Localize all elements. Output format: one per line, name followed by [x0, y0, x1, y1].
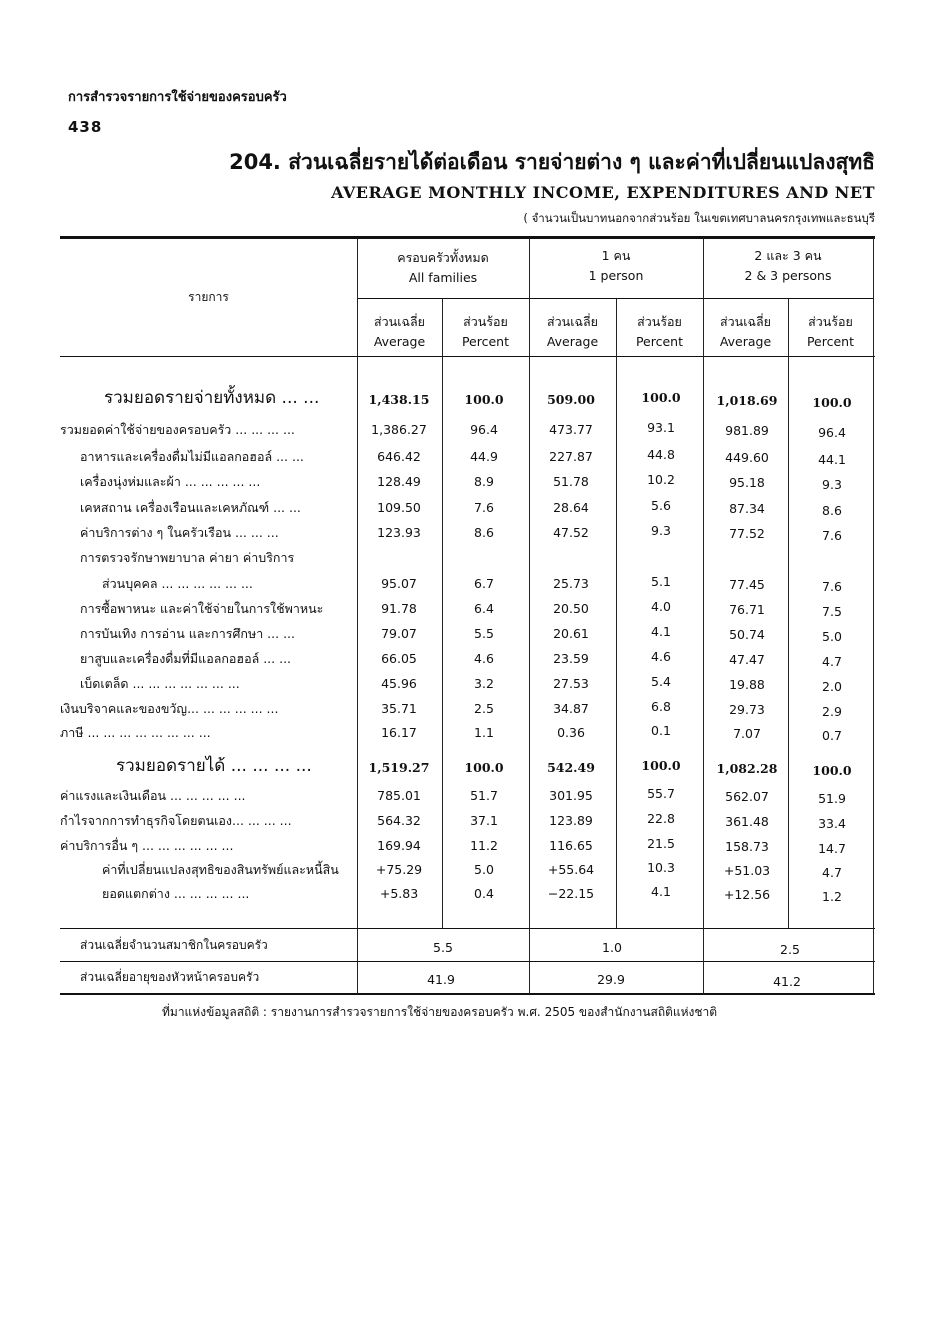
sub-header-english: Percent	[635, 334, 684, 349]
percent-cell: 44.9	[470, 449, 498, 464]
percent-cell: 6.4	[474, 601, 494, 616]
percent-cell: 4.0	[651, 599, 671, 614]
average-cell: 34.87	[553, 701, 589, 716]
table-row	[0, 390, 941, 412]
table-row	[0, 599, 941, 621]
row-label: ค่าแรงและเงินเดือน ... ... ... ... ...	[60, 788, 246, 803]
average-cell: 50.74	[729, 627, 765, 642]
percent-cell: 22.8	[647, 811, 675, 826]
percent-cell: 4.1	[651, 884, 671, 899]
percent-cell: 1.2	[822, 889, 842, 904]
header-bottom-rule	[60, 356, 875, 357]
row-label: ค่าบริการอื่น ๆ ... ... ... ... ... ...	[60, 838, 234, 853]
row-label: การตรวจรักษาพยาบาล ค่ายา ค่าบริการ	[80, 550, 295, 565]
row-label: กำไรจากการทำธุรกิจโดยตนเอง... ... ... ...	[60, 813, 292, 828]
row-label: รวมยอดค่าใช้จ่ายของครอบครัว ... ... ... ...	[60, 422, 295, 437]
row-label: อาหารและเครื่องดื่มไม่มีแอลกอฮอล์ ... ...	[80, 449, 304, 464]
percent-cell: 0.7	[822, 728, 842, 743]
row-label: ยาสูบและเครื่องดื่มที่มีแอลกอฮอล์ ... ...	[80, 651, 292, 666]
table-row	[0, 786, 941, 808]
group-english: 2 & 3 persons	[744, 268, 832, 283]
percent-cell: 7.6	[822, 579, 842, 594]
average-cell: 51.78	[553, 474, 589, 489]
footer-value: 5.5	[433, 940, 453, 955]
footer-value: 29.9	[597, 972, 625, 987]
row-label: เครื่องนุ่งห่มและผ้า ... ... ... ... ...	[80, 474, 261, 489]
table-row	[0, 758, 941, 780]
sub-header-english: Percent	[806, 334, 855, 349]
sub-header-english: Average	[546, 334, 599, 349]
sub-header-thai: ส่วนร้อย	[808, 314, 853, 329]
footer-value: 1.0	[602, 940, 622, 955]
row-label: เบ็ดเตล็ด ... ... ... ... ... ... ...	[80, 676, 240, 691]
average-cell: 116.65	[549, 838, 593, 853]
table-row	[0, 447, 941, 469]
average-cell: 158.73	[725, 839, 769, 854]
percent-cell: 21.5	[647, 836, 675, 851]
sub-header	[616, 312, 703, 352]
percent-cell: 100.0	[641, 390, 681, 405]
average-cell: 91.78	[381, 601, 417, 616]
group-thai: 1 คน	[601, 248, 631, 263]
average-cell: 45.96	[381, 676, 417, 691]
footer-value: 2.5	[780, 942, 800, 957]
table-row	[0, 420, 941, 442]
item-header: รายการ	[188, 290, 229, 304]
average-cell: +12.56	[723, 887, 771, 902]
average-cell: 95.18	[729, 475, 765, 490]
average-cell: 76.71	[729, 602, 765, 617]
percent-cell: 7.6	[474, 500, 494, 515]
average-cell: 449.60	[725, 450, 769, 465]
average-cell: 128.49	[377, 474, 421, 489]
percent-cell: 6.8	[651, 699, 671, 714]
row-label: รวมยอดรายได้ ... ... ... ...	[116, 756, 312, 776]
percent-cell: 5.0	[822, 629, 842, 644]
table-row	[0, 811, 941, 833]
average-cell: 79.07	[381, 626, 417, 641]
average-cell: 361.48	[725, 814, 769, 829]
percent-cell: 100.0	[464, 760, 504, 775]
percent-cell: 2.5	[474, 701, 494, 716]
footer-value: 41.9	[427, 972, 455, 987]
sub-header-thai: ส่วนเฉลี่ย	[547, 314, 598, 329]
average-cell: 25.73	[553, 576, 589, 591]
unit-note: ( จำนวนเป็นบาทนอกจากส่วนร้อย ในเขตเทศบาลนครกรุงเทพและธนบุรี	[523, 211, 875, 225]
average-cell: 301.95	[549, 788, 593, 803]
group-thai: 2 และ 3 คน	[754, 248, 822, 263]
footer-value: 41.2	[773, 974, 801, 989]
row-label: เคหสถาน เครื่องเรือนและเคหภัณฑ์ ... ...	[80, 500, 301, 515]
table-row	[0, 548, 941, 570]
footer-label-members: ส่วนเฉลี่ยจำนวนสมาชิกในครอบครัว	[80, 938, 268, 952]
running-head: การสำรวจรายการใช้จ่ายของครอบครัว	[68, 90, 287, 105]
percent-cell: 10.3	[647, 860, 675, 875]
percent-cell: 100.0	[641, 758, 681, 773]
percent-cell: 8.6	[474, 525, 494, 540]
percent-cell: 93.1	[647, 420, 675, 435]
average-cell: 1,386.27	[371, 422, 427, 437]
average-cell: 29.73	[729, 702, 765, 717]
percent-cell: 11.2	[470, 838, 498, 853]
average-cell: 227.87	[549, 449, 593, 464]
average-cell: 20.61	[553, 626, 589, 641]
average-cell: 981.89	[725, 423, 769, 438]
average-cell: 1,082.28	[716, 761, 778, 776]
percent-cell: 37.1	[470, 813, 498, 828]
percent-cell: 7.5	[822, 604, 842, 619]
average-cell: 564.32	[377, 813, 421, 828]
table-row	[0, 699, 941, 721]
percent-cell: 8.6	[822, 503, 842, 518]
average-cell: 66.05	[381, 651, 417, 666]
table-title-thai: 204. ส่วนเฉลี่ยรายได้ต่อเดือน รายจ่ายต่าง ๆ และค่าที่เปลี่ยนแปลงสุทธิ	[229, 150, 875, 174]
percent-cell: 96.4	[818, 425, 846, 440]
average-cell: 87.34	[729, 501, 765, 516]
table-row	[0, 836, 941, 858]
average-cell: 0.36	[557, 725, 585, 740]
average-cell: 1,018.69	[716, 393, 778, 408]
percent-cell: 4.7	[822, 865, 842, 880]
percent-cell: 100.0	[464, 392, 504, 407]
average-cell: 169.94	[377, 838, 421, 853]
table-row	[0, 574, 941, 596]
table-row	[0, 624, 941, 646]
percent-cell: 96.4	[470, 422, 498, 437]
source-note: ที่มาแห่งข้อมูลสถิติ : รายงานการสำรวจรายการใช้จ่ายของครอบครัว พ.ศ. 2505 ของสำนักงานสถิติแห่งชาติ	[162, 1005, 718, 1019]
percent-cell: 44.1	[818, 452, 846, 467]
sub-header-english: Average	[719, 334, 772, 349]
row-label: ค่าที่เปลี่ยนแปลงสุทธิของสินทรัพย์และหนี้สิน	[102, 862, 339, 877]
percent-cell: 2.9	[822, 704, 842, 719]
table-title-english: AVERAGE MONTHLY INCOME, EXPENDITURES AND NET	[331, 183, 875, 202]
row-label: การบันเทิง การอ่าน และการศึกษา ... ...	[80, 626, 295, 641]
group-rule	[357, 298, 873, 299]
average-cell: 20.50	[553, 601, 589, 616]
table-row	[0, 472, 941, 494]
percent-cell: 4.1	[651, 624, 671, 639]
footer-label-head-age: ส่วนเฉลี่ยอายุของหัวหน้าครอบครัว	[80, 970, 260, 984]
sub-header-thai: ส่วนร้อย	[463, 314, 508, 329]
percent-cell: 10.2	[647, 472, 675, 487]
average-cell: 509.00	[547, 392, 595, 407]
percent-cell: 3.2	[474, 676, 494, 691]
table-row	[0, 860, 941, 882]
row-label: ภาษี ... ... ... ... ... ... ... ...	[60, 725, 211, 740]
average-cell: 109.50	[377, 500, 421, 515]
percent-cell: 2.0	[822, 679, 842, 694]
sub-header-thai: ส่วนร้อย	[637, 314, 682, 329]
percent-cell: 5.6	[651, 498, 671, 513]
percent-cell: 4.6	[474, 651, 494, 666]
average-cell: 123.93	[377, 525, 421, 540]
percent-cell: 100.0	[812, 395, 852, 410]
top-rule	[60, 236, 875, 239]
sub-header-thai: ส่วนเฉลี่ย	[374, 314, 425, 329]
average-cell: +51.03	[723, 863, 771, 878]
average-cell: +75.29	[375, 862, 423, 877]
average-cell: 27.53	[553, 676, 589, 691]
average-cell: 77.52	[729, 526, 765, 541]
percent-cell: 51.7	[470, 788, 498, 803]
group-header-all-families	[357, 248, 529, 288]
percent-cell: 14.7	[818, 841, 846, 856]
percent-cell: 7.6	[822, 528, 842, 543]
percent-cell: 100.0	[812, 763, 852, 778]
average-cell: 646.42	[377, 449, 421, 464]
average-cell: 1,519.27	[368, 760, 430, 775]
group-header-two-three-persons	[703, 246, 873, 286]
table-row	[0, 498, 941, 520]
group-thai: ครอบครัวทั้งหมด	[397, 250, 489, 265]
percent-cell: 0.1	[651, 723, 671, 738]
average-cell: 562.07	[725, 789, 769, 804]
sub-header-thai: ส่วนเฉลี่ย	[720, 314, 771, 329]
group-english: All families	[408, 270, 478, 285]
percent-cell: 9.3	[822, 477, 842, 492]
sub-header-english: Percent	[461, 334, 510, 349]
average-cell: 77.45	[729, 577, 765, 592]
average-cell: 35.71	[381, 701, 417, 716]
percent-cell: 5.4	[651, 674, 671, 689]
row-label: ส่วนบุคคล ... ... ... ... ... ...	[102, 576, 253, 591]
average-cell: 47.52	[553, 525, 589, 540]
row-label: ค่าบริการต่าง ๆ ในครัวเรือน ... ... ...	[80, 525, 279, 540]
percent-cell: 6.7	[474, 576, 494, 591]
row-label: ยอดแตกต่าง ... ... ... ... ...	[102, 886, 250, 901]
percent-cell: 44.8	[647, 447, 675, 462]
table-row	[0, 649, 941, 671]
row-label: เงินบริจาคและของขวัญ... ... ... ... ... ...	[60, 701, 279, 716]
average-cell: 123.89	[549, 813, 593, 828]
average-cell: 23.59	[553, 651, 589, 666]
percent-cell: 4.7	[822, 654, 842, 669]
percent-cell: 5.1	[651, 574, 671, 589]
percent-cell: 51.9	[818, 791, 846, 806]
table-row	[0, 674, 941, 696]
average-cell: 95.07	[381, 576, 417, 591]
table-row	[0, 884, 941, 906]
percent-cell: 55.7	[647, 786, 675, 801]
row-label: การซื้อพาหนะ และค่าใช้จ่ายในการใช้พาหนะ	[80, 601, 324, 616]
page-number: 438	[68, 118, 103, 136]
average-cell: 19.88	[729, 677, 765, 692]
average-cell: 16.17	[381, 725, 417, 740]
average-cell: 28.64	[553, 500, 589, 515]
table-row	[0, 523, 941, 545]
sub-header	[357, 312, 442, 352]
average-cell: 542.49	[547, 760, 595, 775]
percent-cell: 8.9	[474, 474, 494, 489]
percent-cell: 0.4	[474, 886, 494, 901]
percent-cell: 5.5	[474, 626, 494, 641]
average-cell: 7.07	[733, 726, 761, 741]
average-cell: 1,438.15	[368, 392, 430, 407]
average-cell: +5.83	[379, 886, 419, 901]
row-label: รวมยอดรายจ่ายทั้งหมด ... ...	[104, 388, 320, 408]
bottom-rule	[60, 993, 875, 995]
body-bottom-rule	[60, 928, 875, 929]
sub-header	[703, 312, 788, 352]
percent-cell: 9.3	[651, 523, 671, 538]
sub-header	[529, 312, 616, 352]
percent-cell: 5.0	[474, 862, 494, 877]
percent-cell: 1.1	[474, 725, 494, 740]
percent-cell: 33.4	[818, 816, 846, 831]
sub-header	[788, 312, 873, 352]
footer-mid-rule	[60, 961, 875, 962]
average-cell: 47.47	[729, 652, 765, 667]
average-cell: +55.64	[547, 862, 595, 877]
group-english: 1 person	[588, 268, 644, 283]
average-cell: 785.01	[377, 788, 421, 803]
sub-header	[442, 312, 529, 352]
sub-header-english: Average	[373, 334, 426, 349]
group-header-one-person	[529, 246, 703, 286]
average-cell: −22.15	[547, 886, 595, 901]
table-row	[0, 723, 941, 745]
average-cell: 473.77	[549, 422, 593, 437]
percent-cell: 4.6	[651, 649, 671, 664]
